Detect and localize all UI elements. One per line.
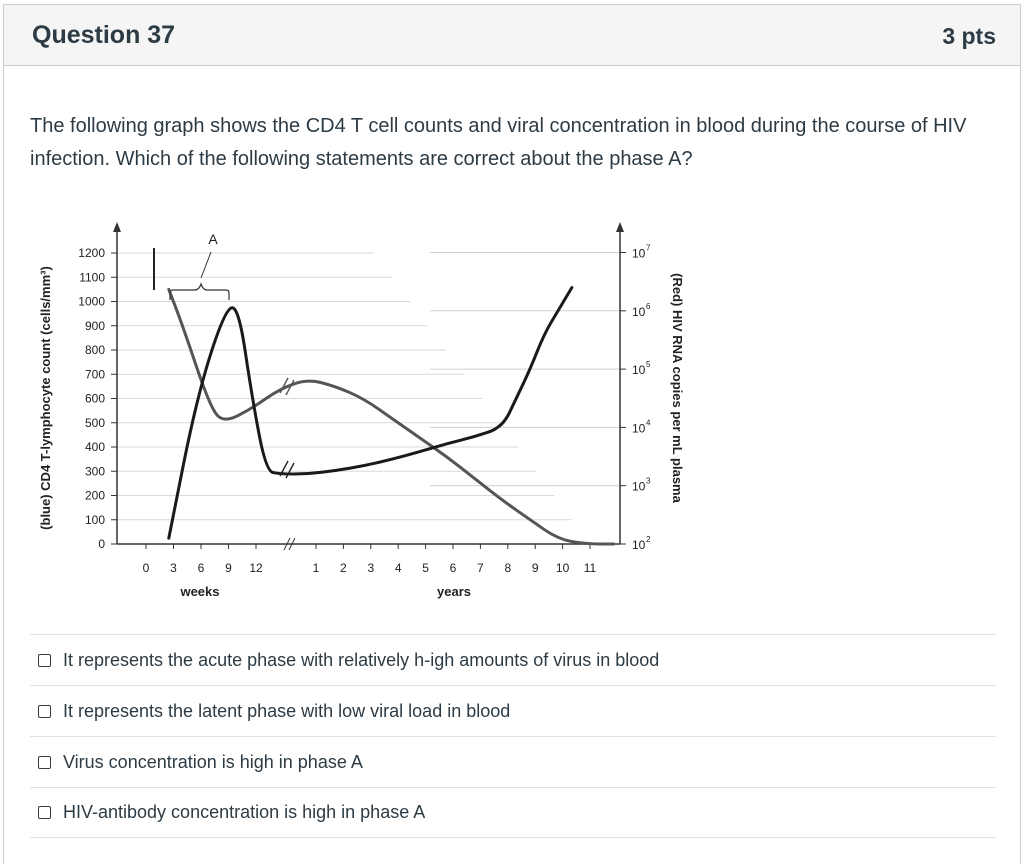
chart-axes: [113, 222, 624, 550]
y-tick-label: 1000: [78, 294, 105, 309]
answer-label: It represents the latent phase with low viral load in blood: [63, 700, 511, 721]
x-tick-label: 12: [249, 561, 263, 575]
answer-option[interactable]: [30, 685, 996, 736]
answer-label: Virus concentration is high in phase A: [63, 751, 363, 772]
y-tick-label: 100: [84, 512, 105, 527]
x-tick-label: 2: [340, 561, 347, 575]
x-tick-label: 7: [477, 561, 484, 575]
checkbox[interactable]: [38, 756, 51, 769]
y2-tick-label: 10: [632, 479, 646, 494]
question-points: 3 pts: [942, 23, 996, 49]
y-tick-label: 500: [84, 415, 105, 430]
question-title: Question 37: [32, 21, 176, 49]
chart-ticks: [78, 244, 651, 576]
answer-option[interactable]: [30, 634, 996, 685]
answer-label: HIV-antibody concentration is high in phase A: [63, 802, 426, 822]
y2-tick-exponent: 2: [646, 535, 651, 544]
x-label-weeks: weeks: [180, 584, 220, 599]
y2-tick-label: 10: [632, 304, 646, 319]
hiv-rna-series-line: [169, 287, 572, 538]
y-tick-label: 600: [84, 391, 105, 406]
chart-series: [154, 248, 614, 544]
y-tick-label: 400: [84, 440, 105, 454]
question-header: [3, 4, 1021, 66]
hiv-chart: [30, 218, 710, 618]
x-tick-label: 1: [312, 561, 320, 575]
y-tick-label: 800: [84, 343, 105, 357]
y-tick-label: 700: [84, 367, 105, 382]
phase-label: A: [208, 231, 218, 247]
x-tick-label: 9: [531, 561, 539, 575]
y2-tick-exponent: 5: [646, 360, 651, 370]
answer-option[interactable]: [30, 787, 996, 838]
axis-arrow: [616, 222, 624, 232]
x-tick-label: 3: [170, 561, 177, 575]
answer-option[interactable]: [30, 736, 996, 787]
x-label-years: years: [437, 584, 471, 599]
x-tick-label: 11: [583, 561, 597, 575]
x-tick-label: 0: [142, 561, 150, 575]
y-tick-label: 300: [84, 464, 105, 479]
phase-bracket: [170, 284, 229, 300]
x-tick-label: 6: [197, 561, 205, 575]
y2-tick-exponent: 6: [646, 301, 651, 311]
y-label-left: (blue) CD4 T-lymphocyte count (cells/mm³): [38, 266, 53, 530]
question-text: The following graph shows the CD4 T cell counts and viral concentration in blood during the course of HIV infection. Which of the following statements are correct about the phase A?: [30, 115, 967, 170]
axis-arrow: [113, 222, 121, 232]
y-tick-label: 1100: [79, 270, 105, 285]
y-tick-label: 0: [98, 537, 105, 551]
x-tick-label: 10: [555, 561, 570, 575]
x-tick-label: 3: [367, 561, 375, 575]
y-tick-label: 200: [84, 488, 105, 503]
y2-tick-exponent: 4: [646, 418, 651, 428]
y-tick-label: 900: [84, 318, 105, 333]
x-tick-label: 5: [422, 561, 429, 575]
y2-tick-label: 10: [632, 246, 646, 261]
answer-list: [30, 634, 996, 838]
x-tick-label: 9: [225, 561, 232, 575]
chart-grid: [117, 253, 620, 545]
phase-pointer: [201, 252, 211, 278]
checkbox[interactable]: [38, 806, 51, 819]
y-label-right: (Red) HIV RNA copies per mL plasma: [670, 273, 685, 503]
x-tick-label: 8: [504, 561, 512, 575]
x-tick-label: 6: [449, 561, 457, 575]
y2-tick-label: 10: [632, 363, 646, 378]
y2-tick-exponent: 7: [646, 243, 651, 253]
checkbox[interactable]: [38, 705, 51, 718]
checkbox[interactable]: [38, 654, 51, 667]
x-tick-label: 4: [394, 561, 402, 575]
y2-tick-exponent: 3: [646, 476, 651, 486]
y2-tick-label: 10: [632, 421, 646, 436]
answer-label: It represents the acute phase with relatively h-igh amounts of virus in blood: [63, 649, 660, 670]
y-tick-label: 1200: [78, 246, 105, 260]
y2-tick-label: 10: [632, 538, 646, 552]
